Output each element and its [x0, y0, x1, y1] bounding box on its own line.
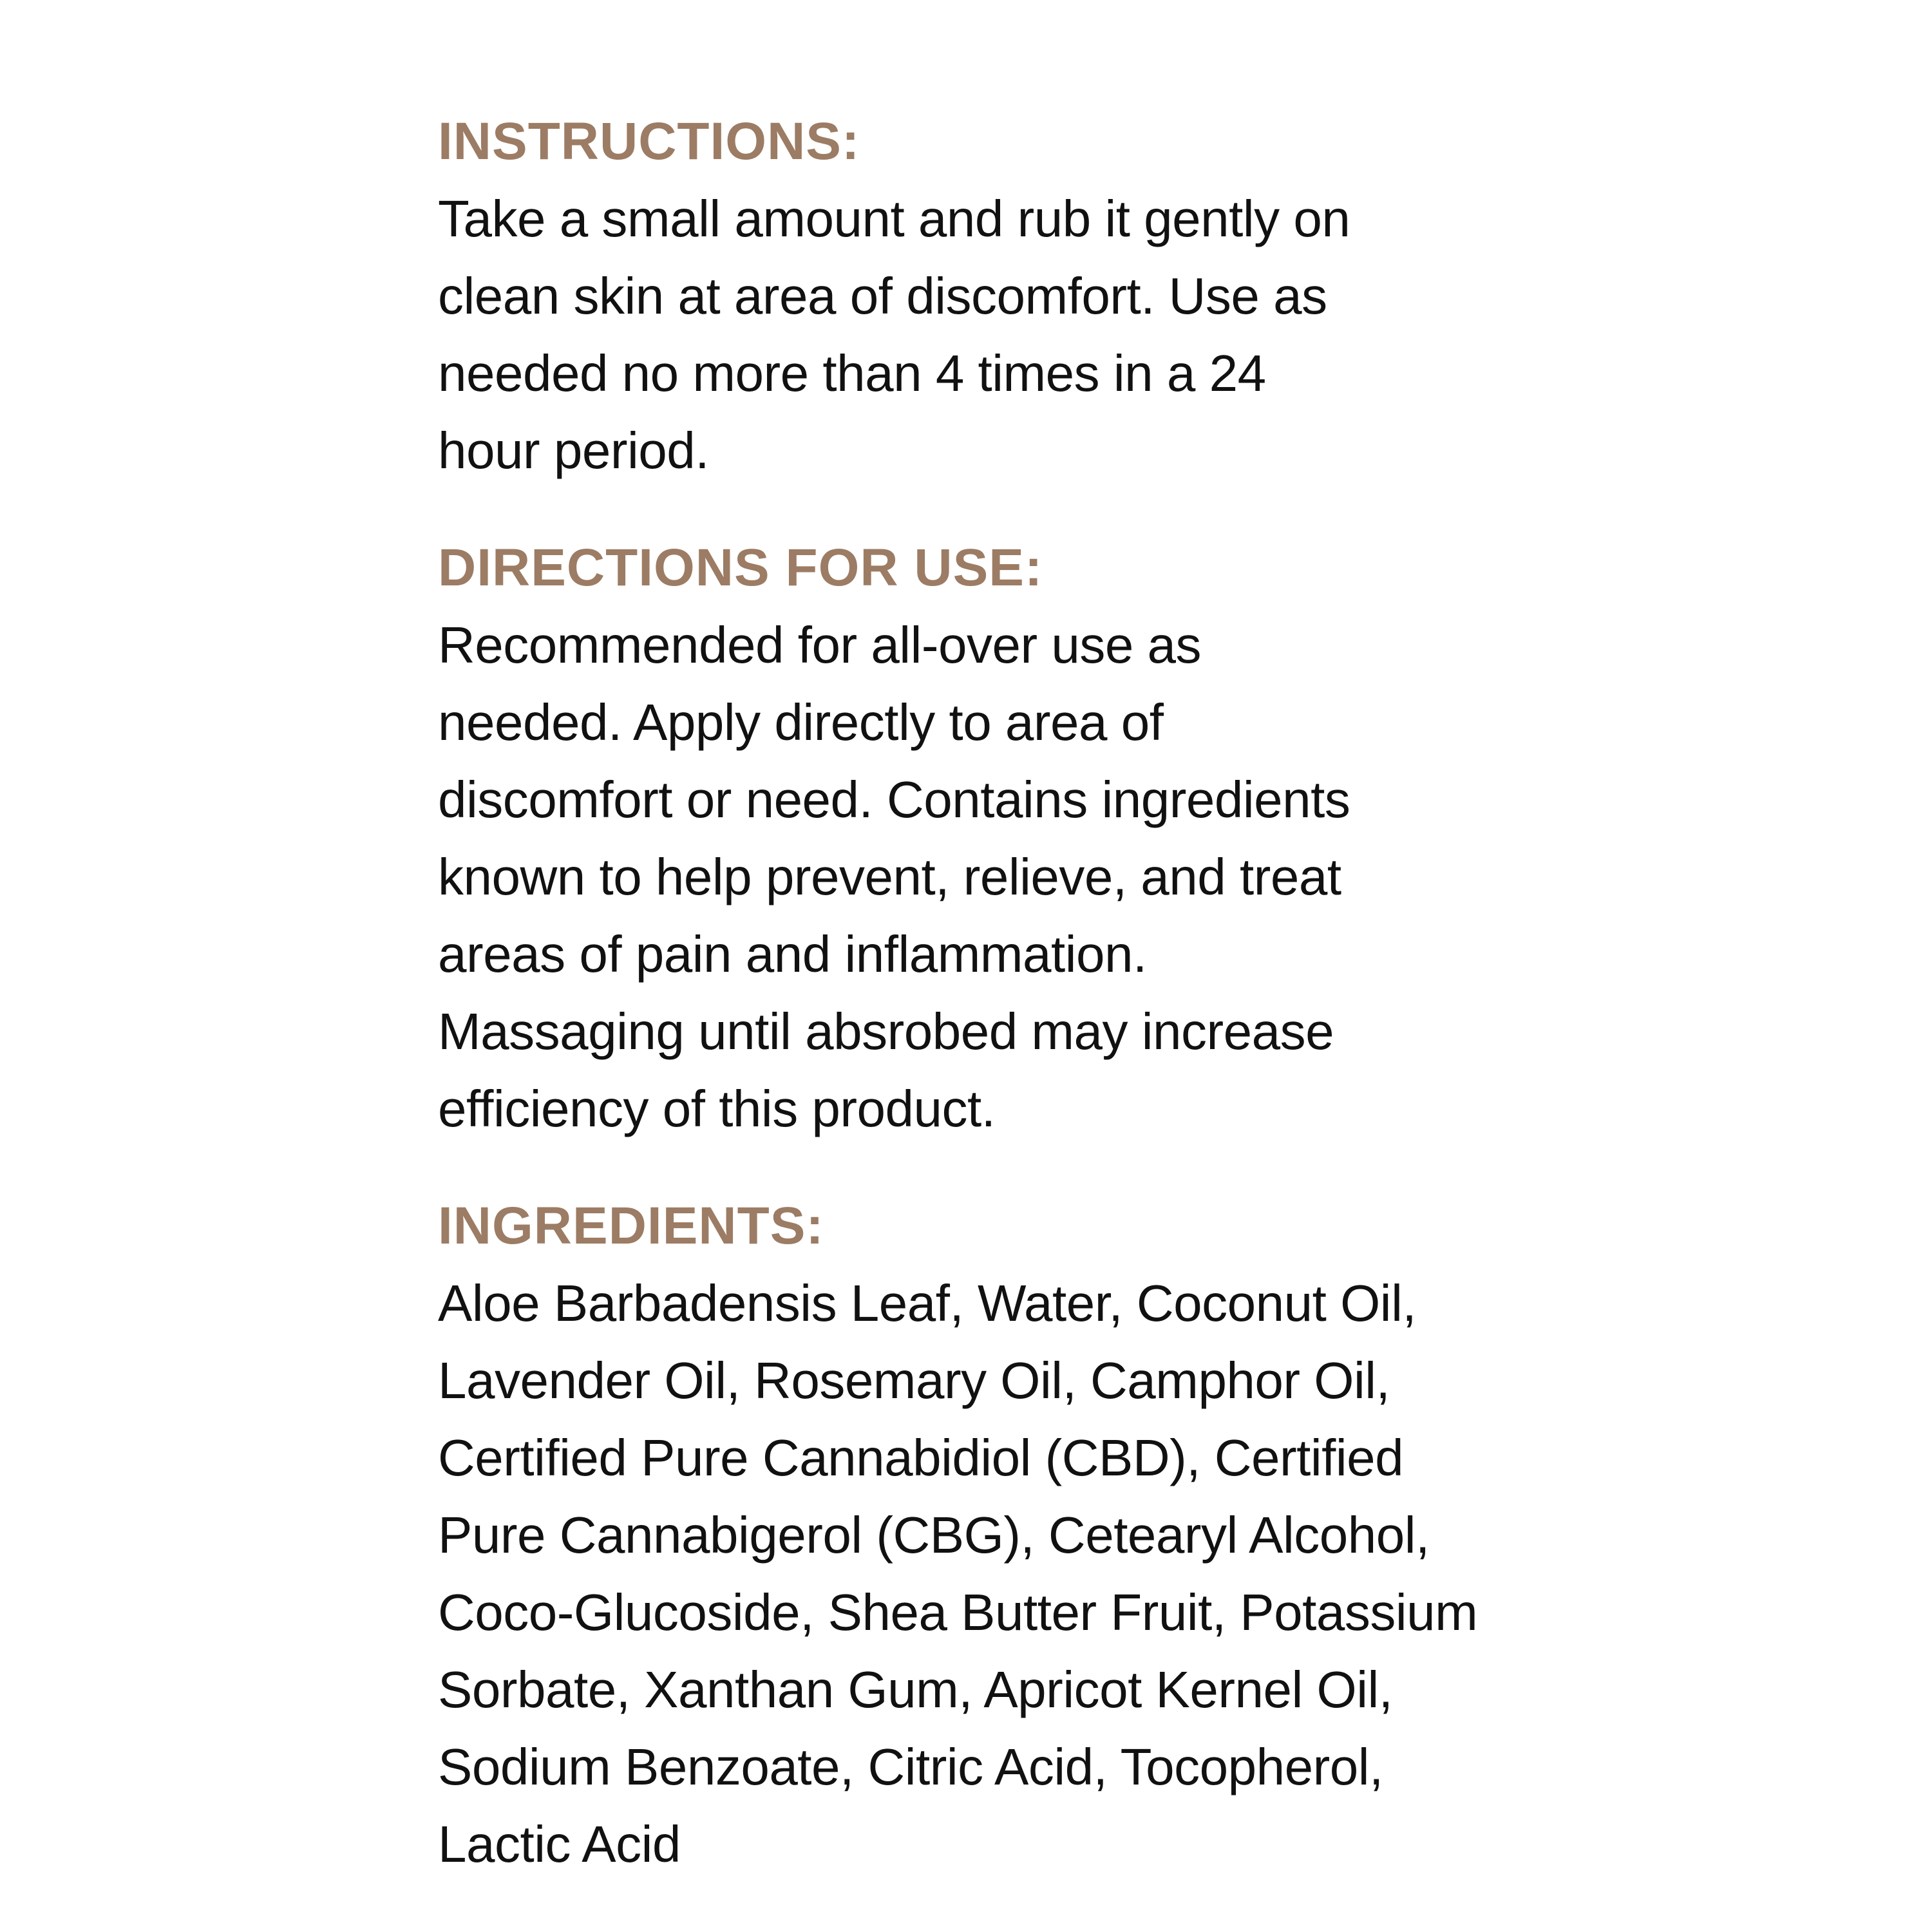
text-line: Massaging until absrobed may increase	[438, 1003, 1334, 1060]
text-line: clean skin at area of discomfort. Use as	[438, 267, 1327, 325]
text-line: Sodium Benzoate, Citric Acid, Tocopherol,	[438, 1738, 1383, 1795]
directions-heading: DIRECTIONS FOR USE:	[438, 538, 1043, 597]
text-line: Take a small amount and rub it gently on	[438, 190, 1350, 247]
text-line: needed no more than 4 times in a 24	[438, 345, 1266, 402]
text-line: Sorbate, Xanthan Gum, Apricot Kernel Oil,	[438, 1661, 1393, 1718]
instructions-heading: INSTRUCTIONS:	[438, 112, 860, 171]
ingredients-body	[438, 1265, 1700, 1883]
section-instructions	[438, 103, 1700, 489]
text-line: efficiency of this product.	[438, 1080, 996, 1137]
text-line: areas of pain and inflammation.	[438, 925, 1147, 983]
text-line: Coco-Glucoside, Shea Butter Fruit, Potassium	[438, 1584, 1478, 1641]
text-line: discomfort or need. Contains ingredients	[438, 771, 1350, 828]
text-line: needed. Apply directly to area of	[438, 694, 1164, 751]
text-line: Recommended for all-over use as	[438, 616, 1202, 674]
text-line: Certified Pure Cannabidiol (CBD), Certified	[438, 1429, 1404, 1486]
text-line: Lactic Acid	[438, 1815, 681, 1873]
text-line: Lavender Oil, Rosemary Oil, Camphor Oil,	[438, 1352, 1390, 1409]
text-line: Aloe Barbadensis Leaf, Water, Coconut Oil,	[438, 1274, 1417, 1332]
section-ingredients	[438, 1188, 1700, 1883]
label-text-block	[438, 103, 1700, 1883]
directions-body	[438, 607, 1700, 1148]
text-line: hour period.	[438, 422, 709, 479]
text-line: known to help prevent, relieve, and treat	[438, 848, 1341, 905]
section-directions-for-use	[438, 529, 1700, 1148]
instructions-body	[438, 180, 1700, 489]
ingredients-heading: INGREDIENTS:	[438, 1197, 824, 1255]
text-line: Pure Cannabigerol (CBG), Cetearyl Alcohol,	[438, 1506, 1430, 1564]
